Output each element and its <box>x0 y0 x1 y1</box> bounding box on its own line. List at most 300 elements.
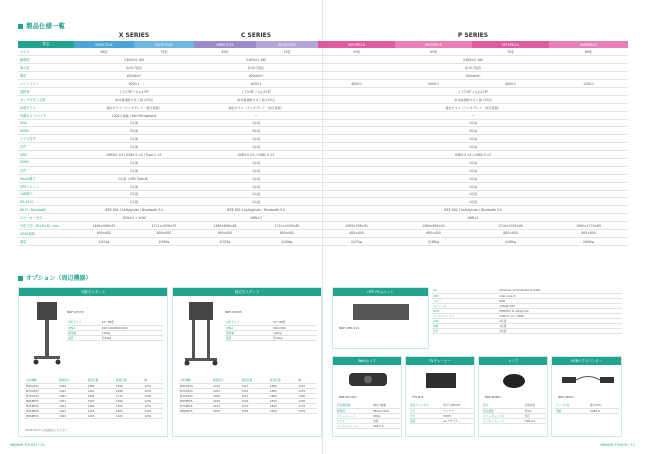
ops-image <box>353 304 409 320</box>
spec-cell: 1系統 <box>194 135 318 143</box>
spec-key: Wi-Fi <box>432 308 498 313</box>
spec-cell: 1489×906×97 <box>74 222 134 230</box>
spec-cell: 400×400 <box>318 229 395 237</box>
stand2-table <box>179 378 317 414</box>
spec-cell: 3,840×2,160 <box>318 56 628 64</box>
stand1-note: ※NRF-STC70 は別途配送となります。 <box>25 429 70 432</box>
spec-key: 形式 <box>482 403 523 408</box>
mic-spec <box>482 403 546 424</box>
table-cell: M75CE2X <box>25 388 58 393</box>
spec-value: 約3m <box>523 408 546 413</box>
spec-table <box>18 30 628 246</box>
spec-cell: 4000:1 <box>194 80 318 88</box>
spec-cell: IEEE 802.11a/b/g/n/ac / Bluetooth 5.0 <box>74 206 194 214</box>
table-cell: 1563 <box>241 408 269 413</box>
spec-value: 128GB SSD <box>498 303 622 308</box>
usb-extender-icon <box>560 371 616 389</box>
spec-row <box>336 423 400 428</box>
spec-row-label: 解像度 <box>18 56 74 64</box>
spec-value: 3840×2160 <box>372 408 400 413</box>
table-cell: M65PE2S <box>25 398 58 403</box>
spec-cell: 3系統 <box>74 127 194 135</box>
spec-key: 解像度 <box>336 408 372 413</box>
spec-row-label: 音声 <box>18 166 74 174</box>
spec-row-label: VESA規格 <box>18 229 74 237</box>
spec-key: 重量 <box>225 335 272 340</box>
spec-row-label: USB <box>18 151 74 159</box>
ops-spec <box>432 288 622 334</box>
spec-cell: 1系統 <box>74 182 194 190</box>
table-cell: 1517 <box>241 383 269 388</box>
spec-value: 120kg <box>101 330 163 335</box>
spec-cell: USB3.0 ×3 / USB2.0 ×2 <box>194 151 318 159</box>
spec-row <box>18 166 628 174</box>
spec-value: 地デジ/BS/CS <box>442 403 473 408</box>
spec-cell: 1系統 <box>194 166 318 174</box>
spec-cell: 1系統 <box>74 135 194 143</box>
spec-row-label: 外形寸法（W×H×D）mm <box>18 222 74 230</box>
mic-card <box>478 356 548 437</box>
spec-row-label: 重量 <box>18 237 74 245</box>
webcam-card <box>332 356 402 437</box>
spec-value: Windows 10 Professional 64bit <box>498 288 622 293</box>
spec-value: 対応 <box>523 413 546 418</box>
table-cell: 2154 <box>212 403 240 408</box>
spec-cell: 約48kg <box>472 237 549 245</box>
spec-key: 受信チャンネル <box>409 403 442 408</box>
spec-key: CPU <box>432 293 498 298</box>
spec-value: 1系統 <box>498 328 622 333</box>
spec-row-label: サイズ <box>18 48 74 56</box>
table-cell: 1232 <box>143 388 163 393</box>
spec-cell: 強化ガラス（アンチグレア・防汚処理） <box>74 103 194 111</box>
table-cell: 2260 <box>212 393 240 398</box>
spec-value: 55～86型 <box>272 320 317 325</box>
spec-row <box>18 182 628 190</box>
table-header-cell: 最高位置 <box>115 378 143 383</box>
tvtuner-model: TTV-NT1 <box>412 395 424 399</box>
spec-value: USB 2.0 <box>523 418 546 423</box>
spec-cell: 75型 <box>472 48 549 56</box>
spec-cell: 約37kg <box>194 237 256 245</box>
fixed-stand-icon <box>183 300 219 368</box>
spec-key: メモリ <box>432 298 498 303</box>
spec-row <box>18 151 628 159</box>
table-row <box>179 408 317 413</box>
model-cell: M75CE2S <box>256 41 318 48</box>
spec-cell: 3,840×2,160 <box>74 56 194 64</box>
table-cell: 1231 <box>143 403 163 408</box>
spec-cell: 約10.7億色 <box>194 64 318 72</box>
spec-key: フレームレート <box>336 413 372 418</box>
options-title: オプション（周辺機器） <box>18 273 91 282</box>
spec-cell: 赤外線遮断方式 / 最大20点 <box>194 95 318 103</box>
table-cell: 1363 <box>87 393 115 398</box>
spec-cell: 65型 <box>194 48 256 56</box>
table-header-cell: 対応機種 <box>25 378 58 383</box>
spec-row <box>18 119 628 127</box>
spec-cell: 1200:1 <box>549 80 628 88</box>
model-cell: M65CE2X <box>74 41 134 48</box>
table-cell: 1962 <box>115 408 143 413</box>
spec-row-label: Wi-Fi / Bluetooth <box>18 206 74 214</box>
table-cell: 1899 <box>115 383 143 388</box>
spec-cell: 1710×1029×85 <box>256 222 318 230</box>
spec-value: 1系統 <box>498 323 622 328</box>
spec-key: 有効画素数 <box>336 403 372 408</box>
spec-cell: 約49kg <box>256 237 318 245</box>
spec-cell: 約41kg <box>74 237 134 245</box>
webcam-title: Webカメラ <box>333 357 401 365</box>
spec-cell: 65型 <box>395 48 472 56</box>
spec-cell: 1系統 <box>194 174 318 182</box>
table-cell: 1469 <box>87 403 115 408</box>
spec-cell: — <box>194 111 318 119</box>
spec-key: 耐荷重 <box>67 330 101 335</box>
table-cell: 1880 <box>269 388 297 393</box>
spec-key: 音声 <box>432 328 498 333</box>
stand1-card <box>18 287 168 437</box>
spec-row <box>18 103 628 111</box>
usbext-title: USBエクステンダー <box>552 357 621 365</box>
spec-cell: 65型 <box>74 48 134 56</box>
spec-cell: 800×400 <box>472 229 549 237</box>
spec-cell: 上下178° / 左右178° <box>74 87 194 95</box>
spec-cell: 400cd/m² <box>318 72 628 80</box>
spec-cell: 600×400 <box>256 229 318 237</box>
spec-key: 入力 <box>409 408 442 413</box>
table-cell: 1834 <box>269 398 297 403</box>
spec-cell: 1200万画素 / 8ch Microphone <box>74 111 194 119</box>
spec-key: 電源 <box>409 418 442 423</box>
spec-row <box>18 229 628 237</box>
table-cell: M75CE2X <box>179 388 212 393</box>
spec-cell: 強化ガラス（アンチグレア・防汚処理） <box>194 103 318 111</box>
table-cell: 1041 <box>58 388 86 393</box>
usbext-spec <box>555 403 619 414</box>
spec-cell: 4000:1 <box>318 80 395 88</box>
spec-cell: 1960×1170×89 <box>549 222 628 230</box>
spec-value: 8GB <box>498 298 622 303</box>
spec-value: 800×600 <box>272 325 317 330</box>
table-header-cell: 幅 <box>143 378 163 383</box>
stand1-table <box>25 378 163 419</box>
table-row <box>25 413 163 418</box>
spec-row <box>555 408 619 413</box>
stand2-model: NRF-STC83 <box>225 310 242 314</box>
spec-cell: IEEE 802.11a/b/g/n/ac / Bluetooth 5.0 <box>194 206 318 214</box>
spec-value: 55～86型 <box>101 320 163 325</box>
spec-value: ACアダプター <box>442 418 473 423</box>
model-cell: M65CE2S <box>194 41 256 48</box>
table-header-cell: 対応機種 <box>179 378 212 383</box>
spec-key: 重量 <box>67 335 101 340</box>
table-cell: 2261 <box>212 388 240 393</box>
table-cell: M65CE2X <box>25 383 58 388</box>
spec-row <box>225 335 317 340</box>
spec-cell: 600×400 <box>194 229 256 237</box>
spec-cell: 20W×2 + 20W <box>74 214 194 222</box>
spec-row <box>18 72 628 80</box>
spec-row-label: Touch端子 <box>18 174 74 182</box>
table-cell: 2216 <box>212 383 240 388</box>
spec-value: 約32kg <box>272 335 317 340</box>
table-header-cell: 最高位置 <box>269 378 297 383</box>
spec-cell: 1系統 <box>74 166 194 174</box>
spec-cell: USB3.0 ×3 / USB2.0 ×2 / Type-C ×1 <box>74 151 194 159</box>
table-cell: 1230 <box>143 413 163 418</box>
table-header-cell: 最低位置 <box>87 378 115 383</box>
table-cell: 1966 <box>115 398 143 403</box>
model-cell: M65PE2S <box>395 41 472 48</box>
spec-value: Intel Core i5 <box>498 293 622 298</box>
spec-key: 出力 <box>409 413 442 418</box>
spec-row <box>18 222 628 230</box>
spec-cell: 1系統 <box>194 158 318 166</box>
ops-card <box>332 287 429 349</box>
spec-cell: 約10.7億色 <box>74 64 194 72</box>
table-header-cell: 画面高さ <box>212 378 240 383</box>
square-bullet-icon <box>18 24 23 29</box>
spec-row-label: HDMI <box>18 158 74 166</box>
table-cell: 1530 <box>241 398 269 403</box>
spec-cell: 約10.7億色 <box>318 64 628 72</box>
spec-key: 耐荷重 <box>225 330 272 335</box>
footer-right: MINAMI TOUCH / 11 <box>600 443 635 447</box>
spec-row <box>482 418 546 423</box>
webcam-model: NRF-WC-007 <box>339 395 357 399</box>
spec-value: USB3.0 ×4 / HDMI <box>498 313 622 318</box>
table-cell: 1001 <box>58 398 86 403</box>
spec-row-label: 内蔵カメラ/マイク <box>18 111 74 119</box>
table-cell: 1469 <box>87 383 115 388</box>
spec-row-label: 表示色 <box>18 64 74 72</box>
spec-row <box>18 198 628 206</box>
table-cell: M86PE2S <box>179 408 212 413</box>
table-cell: M75CE2S <box>179 393 212 398</box>
spec-row-label: スピーカー出力 <box>18 214 74 222</box>
spec-value: 600×400/800×600 <box>101 325 163 330</box>
table-cell: 1514 <box>241 393 269 398</box>
spec-cell: 1系統 <box>74 143 194 151</box>
spec-cell: 上下178° / 左右178° <box>194 87 318 95</box>
spec-row <box>18 143 628 151</box>
spec-cell: 1系統 <box>318 143 628 151</box>
spec-cell: 1系統 <box>74 158 194 166</box>
square-bullet-icon <box>18 276 23 281</box>
spec-row-label: OPSスロット <box>18 182 74 190</box>
ops-model: NRF-OPS-011 <box>339 326 360 330</box>
table-cell: 1230 <box>143 398 163 403</box>
spec-key: インターフェース <box>482 418 523 423</box>
spec-cell: 800×400 <box>134 229 194 237</box>
spec-cell: 1711×1029×97 <box>134 222 194 230</box>
table-cell: 1232 <box>143 408 163 413</box>
spec-row <box>409 418 473 423</box>
tvtuner-icon <box>424 369 458 391</box>
spec-row <box>18 87 628 95</box>
spec-row <box>18 237 628 245</box>
model-header-row <box>18 41 628 48</box>
spec-key: 映像 <box>432 323 498 328</box>
section-title: 製品仕様一覧 <box>18 21 65 30</box>
spec-cell: 1系統 <box>74 198 194 206</box>
ops-title: OPS PCユニット <box>333 288 428 296</box>
spec-value: 800万画素 <box>372 403 400 408</box>
table-cell: M65PE2S <box>179 398 212 403</box>
series-p-title: P SERIES <box>457 32 489 39</box>
spec-cell: 1系統 <box>318 174 628 182</box>
table-cell: 2233 <box>212 408 240 413</box>
spec-row-label: 前面ガラス <box>18 103 74 111</box>
spec-cell: 1系統 <box>318 135 628 143</box>
spec-value: 内蔵 <box>372 418 400 423</box>
spec-cell: 4000:1 <box>472 80 549 88</box>
spec-cell: 400cd/m² <box>194 72 318 80</box>
stand2-title: 固定式スタンド <box>173 288 321 296</box>
spec-cell: 3系統 <box>318 127 628 135</box>
spec-cell: 400cd/m² <box>74 72 194 80</box>
spec-row <box>18 111 628 119</box>
spec-key: インターフェイス <box>432 313 498 318</box>
table-cell: 1880 <box>269 383 297 388</box>
spec-key: インターフェース <box>336 423 372 428</box>
spec-cell: 1489×895×91 <box>395 222 472 230</box>
table-cell: 1403 <box>87 413 115 418</box>
table-cell: 2166 <box>212 398 240 403</box>
table-cell: 1259 <box>143 393 163 398</box>
tvtuner-spec <box>409 403 473 424</box>
spec-row <box>18 214 628 222</box>
spec-row-label: ビデオ音声 <box>18 135 74 143</box>
spec-cell: 16W×2 <box>194 214 318 222</box>
spec-cell: — <box>318 111 628 119</box>
spec-row <box>432 328 622 333</box>
spec-value: 最大50m <box>589 403 619 408</box>
spec-cell: 1系統 <box>318 182 628 190</box>
spec-key: 対応サイズ <box>67 320 101 325</box>
table-cell: 1260 <box>297 393 317 398</box>
spec-cell: 約64kg <box>549 237 628 245</box>
spec-row-label: VGA <box>18 119 74 127</box>
spec-key: LAN <box>432 318 498 323</box>
stand1-title: 可動式スタンド <box>19 288 167 296</box>
spec-cell: 強化ガラス（アンチグレア・防汚処理） <box>318 103 628 111</box>
spec-row <box>67 335 163 340</box>
spec-row <box>18 206 628 214</box>
spec-cell: 1系統 <box>74 119 194 127</box>
spec-cell: 1系統（USB Type-B） <box>74 174 194 182</box>
webcam-icon <box>347 369 389 391</box>
spec-key: OS <box>432 288 498 293</box>
spec-value: アンテナ <box>442 408 473 413</box>
table-cell: 1567 <box>241 388 269 393</box>
spec-key: VESA <box>67 325 101 330</box>
table-cell: 1000 <box>58 413 86 418</box>
table-cell: 1418 <box>87 408 115 413</box>
spec-cell: 約38kg <box>395 237 472 245</box>
table-cell: 1570 <box>241 403 269 408</box>
spec-row <box>18 95 628 103</box>
spec-row <box>18 174 628 182</box>
spec-cell: 1263×758×91 <box>318 222 395 230</box>
spec-key: 対応サイズ <box>225 320 272 325</box>
spec-cell: 1系統 <box>194 143 318 151</box>
spec-cell: 1系統 <box>318 119 628 127</box>
table-cell: 1231 <box>297 408 317 413</box>
spec-cell: 1系統 <box>318 158 628 166</box>
table-cell: 1849 <box>269 408 297 413</box>
spec-value: 全指向性 <box>523 403 546 408</box>
spec-cell: 赤外線遮断方式 / 最大20点 <box>318 95 628 103</box>
spec-cell: 800×600 <box>549 229 628 237</box>
spec-row-label: 音声 <box>18 143 74 151</box>
table-header-cell: 幅 <box>297 378 317 383</box>
footer-left: MINAMI TOUCH / 10 <box>10 443 45 447</box>
stand2-card <box>172 287 322 437</box>
stand1-model: NRF-STC70 <box>67 310 84 314</box>
table-cell: 1064 <box>58 393 86 398</box>
spec-row-label: コントラスト <box>18 80 74 88</box>
table-cell: 1001 <box>58 403 86 408</box>
spec-cell: 55型 <box>318 48 395 56</box>
spec-cell: 75型 <box>134 48 194 56</box>
mic-title: マイク <box>479 357 547 365</box>
table-cell: 1236 <box>297 398 317 403</box>
spec-cell: 約55kg <box>134 237 194 245</box>
stand2-spec <box>225 320 317 341</box>
webcam-spec <box>336 403 400 429</box>
table-cell: 1849 <box>269 403 297 408</box>
spec-cell: 2系統 <box>74 190 194 198</box>
spec-cell: 約27kg <box>318 237 395 245</box>
spec-row-label: HDMI <box>18 127 74 135</box>
table-cell: 1470 <box>87 398 115 403</box>
model-cell: M86PE2S <box>549 41 628 48</box>
spec-cell: 赤外線遮断方式 / 最大20点 <box>74 95 194 103</box>
table-cell: M65PE2S <box>25 408 58 413</box>
spec-cell: USB3.0 ×3 / USB2.0 ×2 <box>318 151 628 159</box>
table-cell: 1733 <box>115 393 143 398</box>
spec-value: 1系統 <box>498 318 622 323</box>
series-x-title: X SERIES <box>118 32 150 39</box>
series-c-title: C SERIES <box>240 32 272 39</box>
spec-cell: 75型 <box>256 48 318 56</box>
table-header-cell: 最低位置 <box>241 378 269 383</box>
spec-value: 120kg <box>272 330 317 335</box>
tvtuner-title: TVチューナー <box>406 357 474 365</box>
spec-row <box>18 190 628 198</box>
table-cell: 1004 <box>58 408 86 413</box>
table-cell: 1943 <box>115 413 143 418</box>
spec-row <box>18 158 628 166</box>
table-cell: 1231 <box>143 383 163 388</box>
spec-cell: 3系統 <box>194 127 318 135</box>
spec-value: HDMI <box>442 413 473 418</box>
spec-row-label: LAN端子 <box>18 190 74 198</box>
table-cell: 1880 <box>269 393 297 398</box>
table-cell: 1950 <box>115 403 143 408</box>
spec-row-label: 輝度 <box>18 72 74 80</box>
spec-value: USB 2.0 <box>372 423 400 428</box>
spec-row <box>18 135 628 143</box>
table-cell: M75PE2S <box>179 403 212 408</box>
spec-row <box>18 64 628 72</box>
table-cell: M86PE2S <box>25 413 58 418</box>
spec-key: マイク <box>336 418 372 423</box>
spec-value: 30fps <box>372 413 400 418</box>
table-cell: 1231 <box>297 403 317 408</box>
